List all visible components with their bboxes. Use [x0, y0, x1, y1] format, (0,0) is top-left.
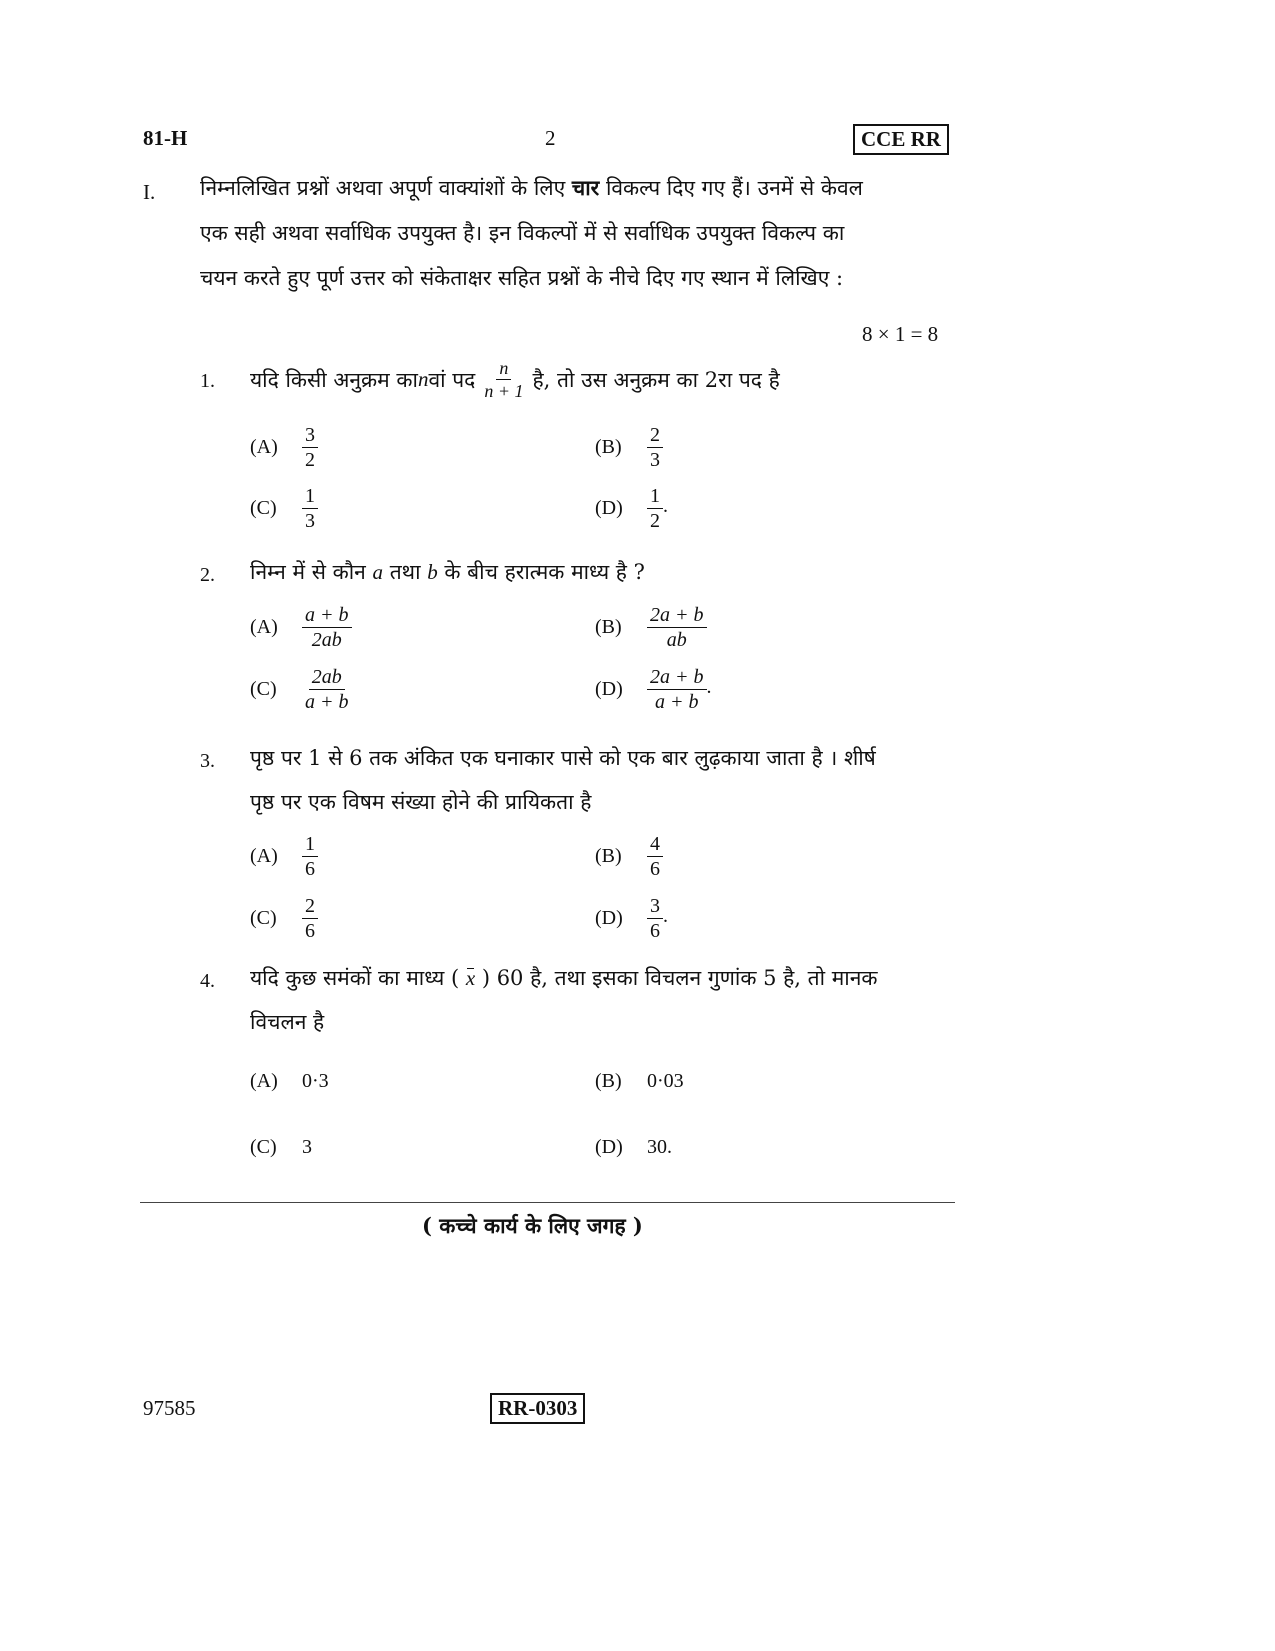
- fraction: $\frac{2}{6}$: [302, 895, 318, 942]
- fraction: $\frac{1}{6}$: [302, 833, 318, 880]
- fraction: $\frac{2a + b}{ab}$: [647, 604, 707, 651]
- instruction-line-1: निम्नलिखित प्रश्नों अथवा अपूर्ण वाक्यांशों के लिए चार विकल्प दिए गए हैं। उनमें से केवल: [200, 175, 863, 200]
- emphasis-four: चार: [571, 175, 600, 200]
- question-number: 4.: [200, 970, 215, 992]
- option[interactable]: (B) $\frac{4}{6}$: [595, 833, 663, 880]
- instruction-line-2: एक सही अथवा सर्वाधिक उपयुक्त है। इन विकल्पों में से सर्वाधिक उपयुक्त विकल्प का: [200, 221, 845, 245]
- question-stem: यदि किसी अनुक्रम का n वां पद $\frac{n}{n + 1}$ है, तो उस अनुक्रम का 2रा पद है: [250, 358, 780, 401]
- serial-number: 97585: [143, 1396, 196, 1420]
- fraction: $\frac{1}{3}$: [302, 485, 318, 532]
- option[interactable]: (D) $\frac{3}{6}$ .: [595, 895, 668, 942]
- option[interactable]: (A) $\frac{3}{2}$: [250, 424, 318, 471]
- rough-work-label: ( कच्चे कार्य के लिए जगह ): [422, 1213, 643, 1238]
- option[interactable]: (D) 30.: [595, 1136, 672, 1158]
- series-code-box: CCE RR: [853, 124, 949, 155]
- option[interactable]: (C) $\frac{2}{6}$: [250, 895, 318, 942]
- fraction: $\frac{n}{n + 1}$: [484, 358, 524, 401]
- question-number: 2.: [200, 564, 215, 586]
- option[interactable]: (B) $\frac{2a + b}{ab}$: [595, 604, 707, 651]
- fraction: $\frac{3}{2}$: [302, 424, 318, 471]
- divider: [140, 1202, 955, 1203]
- option[interactable]: (D) $\frac{1}{2}$ .: [595, 485, 668, 532]
- marks-allocation: 8 × 1 = 8: [862, 322, 939, 346]
- fraction: $\frac{2}{3}$: [647, 424, 663, 471]
- question-number: 3.: [200, 750, 215, 772]
- section-label: I.: [143, 180, 156, 204]
- instruction-line-3: चयन करते हुए पूर्ण उत्तर को संकेताक्षर सहित प्रश्नों के नीचे दिए गए स्थान में लिखिए :: [200, 266, 844, 290]
- option[interactable]: (C) $\frac{2ab}{a + b}$: [250, 666, 352, 713]
- option[interactable]: (C) $\frac{1}{3}$: [250, 485, 318, 532]
- option[interactable]: (B) 0·03: [595, 1070, 684, 1092]
- fraction: $\frac{2ab}{a + b}$: [305, 666, 349, 713]
- question-stem-line-1: यदि कुछ समंकों का माध्य ( x ) 60 है, तथा इसका विचलन गुणांक 5 है, तो मानक: [250, 966, 878, 990]
- question-stem: निम्न में से कौन a तथा b के बीच हरात्मक माध्य है ?: [250, 560, 645, 584]
- fraction: $\frac{a + b}{2ab}$: [302, 604, 352, 651]
- option[interactable]: (A) $\frac{1}{6}$: [250, 833, 318, 880]
- question-stem-line-2: पृष्ठ पर एक विषम संख्या होने की प्रायिकता है: [250, 790, 592, 814]
- question-stem-line-1: पृष्ठ पर 1 से 6 तक अंकित एक घनाकार पासे को एक बार लुढ़काया जाता है । शीर्ष: [250, 746, 876, 770]
- option[interactable]: (A) 0·3: [250, 1070, 329, 1092]
- option[interactable]: (D) $\frac{2a + b}{a + b}$ .: [595, 666, 712, 713]
- fraction: $\frac{3}{6}$: [647, 895, 663, 942]
- x-bar-symbol: x: [465, 966, 476, 990]
- option[interactable]: (B) $\frac{2}{3}$: [595, 424, 663, 471]
- fraction: $\frac{4}{6}$: [647, 833, 663, 880]
- paper-code: 81-H: [143, 126, 188, 150]
- question-stem-line-2: विचलन है: [250, 1010, 325, 1034]
- question-number: 1.: [200, 370, 215, 392]
- fraction: $\frac{1}{2}$: [647, 485, 663, 532]
- page-number: 2: [545, 126, 556, 150]
- footer-code-box: RR-0303: [490, 1393, 585, 1424]
- option[interactable]: (A) $\frac{a + b}{2ab}$: [250, 604, 352, 651]
- fraction: $\frac{2a + b}{a + b}$: [647, 666, 707, 713]
- option[interactable]: (C) 3: [250, 1136, 312, 1158]
